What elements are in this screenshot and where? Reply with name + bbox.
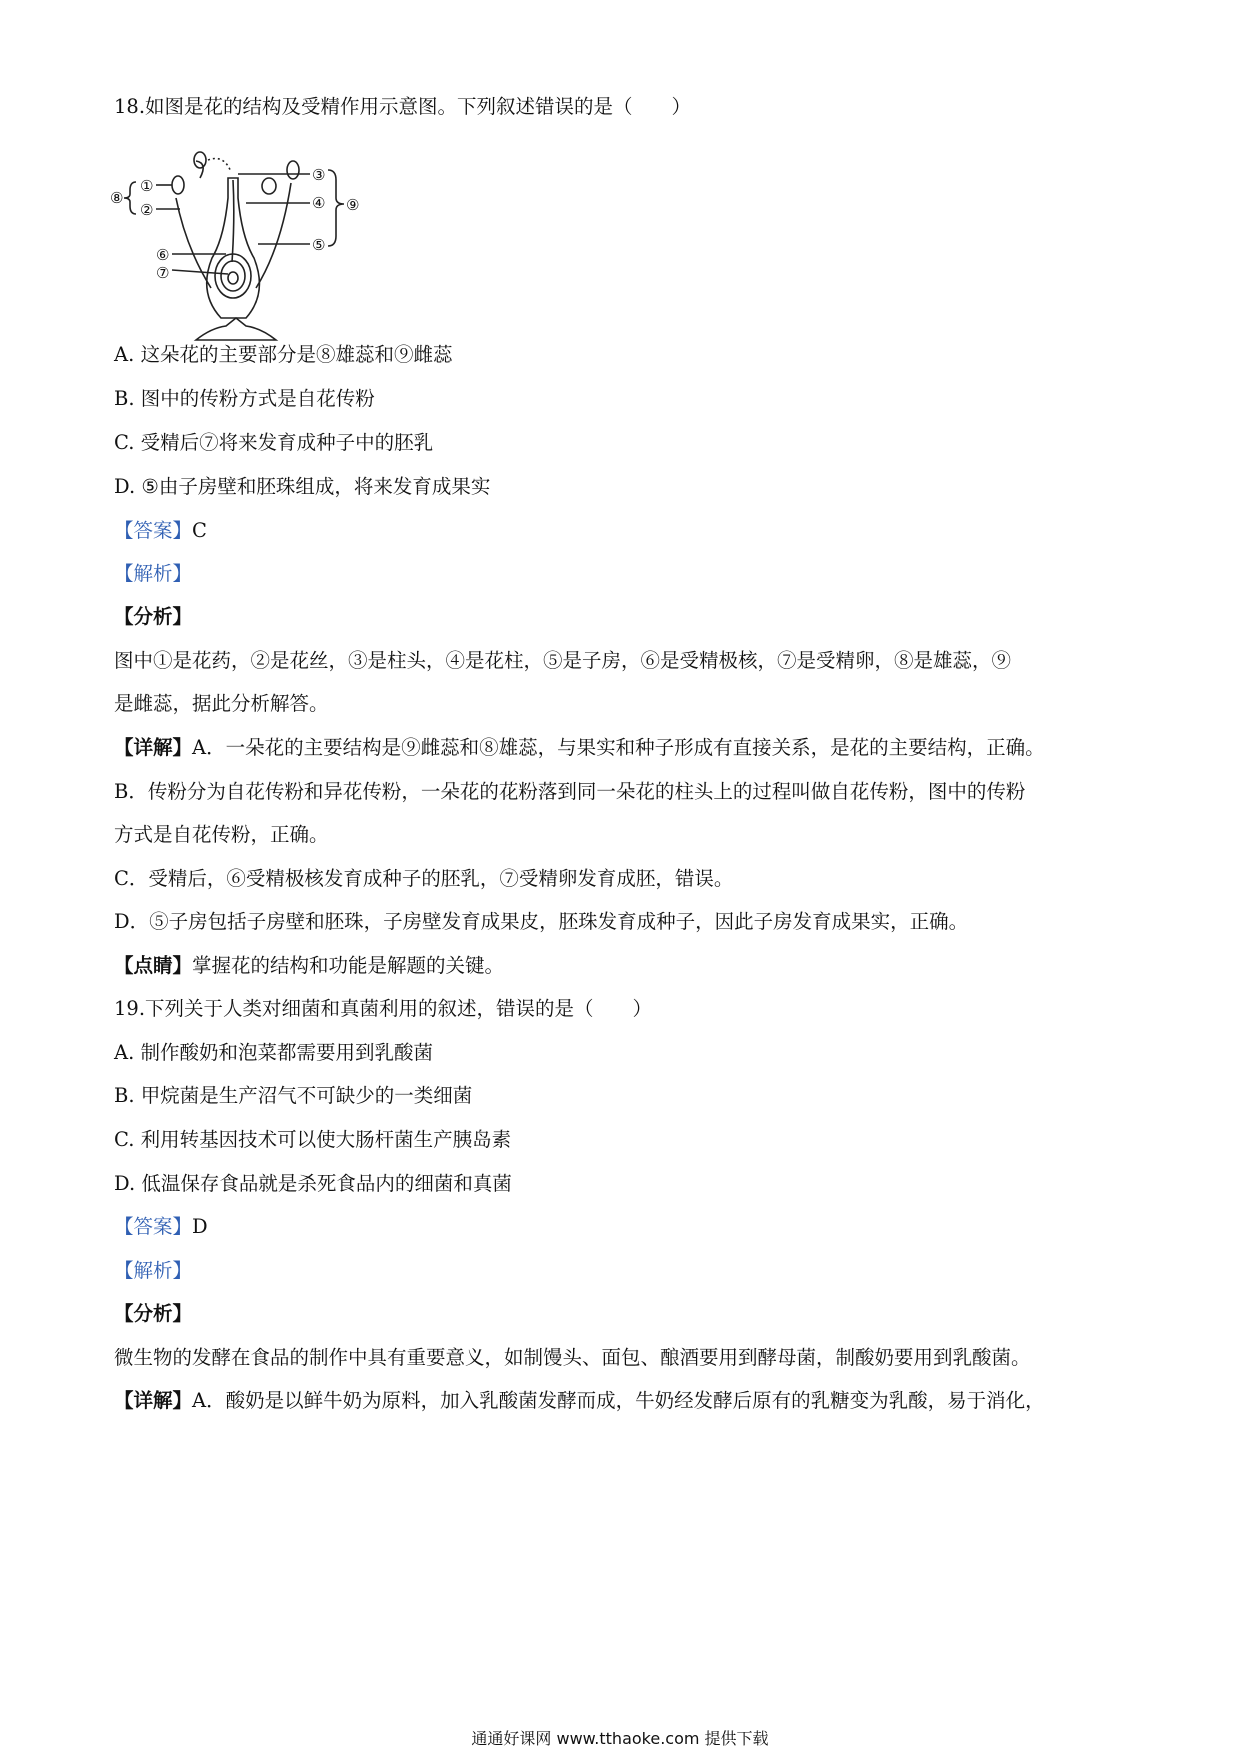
detail-tag: 【详解】 [114, 1389, 193, 1412]
q19-option-d: D. 低温保存食品就是杀死食品内的细菌和真菌 [114, 1172, 512, 1195]
answer-value: D [192, 1215, 208, 1238]
q19-answer [114, 1213, 208, 1241]
dianjing-tag: 【点睛】 [114, 954, 193, 977]
label-4: ④ [312, 194, 326, 212]
q18-option-b: B. 图中的传粉方式是自花传粉 [114, 387, 375, 410]
q19-fenxi: 微生物的发酵在食品的制作中具有重要意义，如制馒头、面包、酿酒要用到酵母菌，制酸奶要用到乳酸菌。 [114, 1346, 1031, 1369]
label-5: ⑤ [312, 236, 326, 254]
label-3: ③ [312, 166, 326, 184]
page-footer: 通通好课网 www.tthaoke.com 提供下载 [471, 1729, 769, 1748]
answer-value: C [192, 519, 207, 542]
answer-tag: 【答案】 [114, 1215, 193, 1238]
label-8: ⑧ [110, 189, 124, 207]
q18-detail-line-4: C．受精后，⑥受精极核发育成种子的胚乳，⑦受精卵发育成胚，错误。 [114, 867, 734, 890]
answer-tag: 【答案】 [114, 519, 193, 542]
q18-option-c: C. 受精后⑦将来发育成种子中的胚乳 [114, 431, 434, 454]
q18-fenxi-line-2: 是雌蕊，据此分析解答。 [114, 692, 329, 715]
q19-detail-line-1: 【详解】A．酸奶是以鲜牛奶为原料，加入乳酸菌发酵而成，牛奶经发酵后原有的乳糖变为乳酸，易于消化， [114, 1389, 1045, 1412]
q19-option-b: B. 甲烷菌是生产沼气不可缺少的一类细菌 [114, 1084, 473, 1107]
q18-detail-line-1: 【详解】A．一朵花的主要结构是⑨雌蕊和⑧雄蕊，与果实和种子形成有直接关系，是花的主要结构，正确。 [114, 736, 1045, 759]
q19-analysis-tag: 【解析】 [114, 1259, 193, 1282]
q18-option-d: D. ⑤由子房壁和胚珠组成，将来发育成果实 [114, 475, 491, 498]
label-7: ⑦ [156, 264, 170, 282]
q19-fenxi-tag: 【分析】 [114, 1302, 193, 1325]
detail-tag: 【详解】 [114, 736, 193, 759]
q18-fenxi-tag: 【分析】 [114, 605, 193, 628]
label-1: ① [140, 177, 154, 195]
label-2: ② [140, 201, 154, 219]
q18-detail-line-2: B．传粉分为自花传粉和异花传粉，一朵花的花粉落到同一朵花的柱头上的过程叫做自花传粉，图中的传粉 [114, 780, 1026, 803]
q18-dianjing: 【点睛】掌握花的结构和功能是解题的关键。 [114, 954, 505, 977]
q18-option-a: A. 这朵花的主要部分是⑧雄蕊和⑨雌蕊 [114, 343, 453, 366]
label-9: ⑨ [346, 196, 360, 214]
q18-analysis-tag: 【解析】 [114, 562, 193, 585]
q18-detail-line-5: D．⑤子房包括子房壁和胚珠，子房壁发育成果皮，胚珠发育成种子，因此子房发育成果实，正确。 [114, 910, 969, 933]
label-6: ⑥ [156, 246, 170, 264]
question-19-stem: 19.下列关于人类对细菌和真菌利用的叙述，错误的是（ ） [114, 997, 653, 1020]
q18-fenxi-line-1: 图中①是花药，②是花丝，③是柱头，④是花柱，⑤是子房，⑥是受精极核，⑦是受精卵，⑧是雄蕊，⑨ [114, 649, 1012, 672]
q19-option-c: C. 利用转基因技术可以使大肠杆菌生产胰岛素 [114, 1128, 512, 1151]
q19-option-a: A. 制作酸奶和泡菜都需要用到乳酸菌 [114, 1041, 433, 1064]
q18-detail-line-3: 方式是自花传粉，正确。 [114, 823, 329, 846]
flower-structure-diagram [110, 158, 416, 358]
q18-answer [114, 517, 207, 545]
question-18-stem: 18.如图是花的结构及受精作用示意图。下列叙述错误的是（ ） [114, 95, 692, 118]
